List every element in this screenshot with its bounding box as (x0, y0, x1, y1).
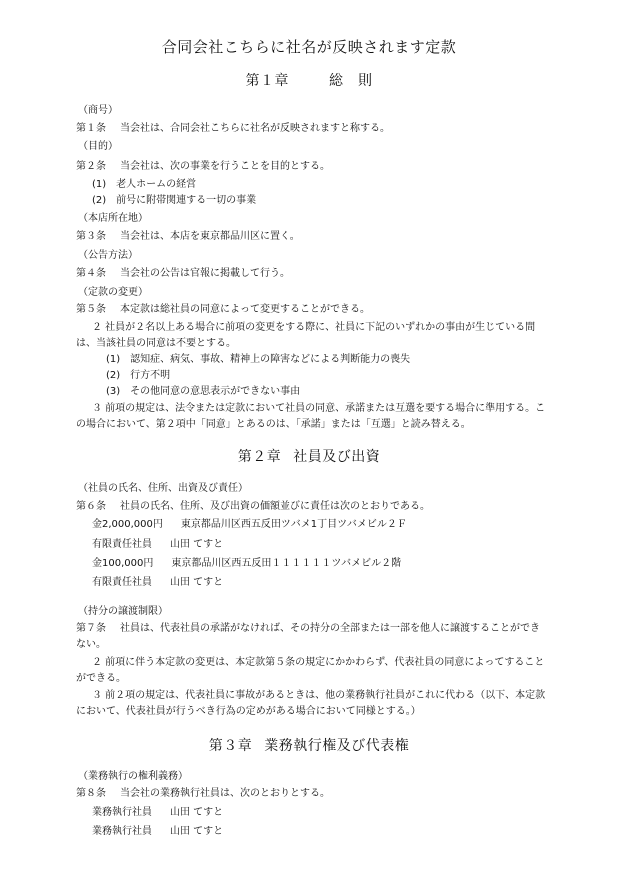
list-item: (1) 認知症、病気、事故、精神上の障害などによる判断能力の喪失 (106, 354, 411, 365)
article-number: 第５条 (76, 304, 106, 315)
article-text: 社員の氏名、住所、及び出資の価額並びに責任は次のとおりである。 (120, 501, 430, 512)
article-7-paragraph-3: ３ 前２項の規定は、代表社員に事故があるときは、他の業務執行社員がこれに代わる（以下、本定款において、代表社員が行うべき行為の定めがある場合において同様とする。） (76, 690, 546, 717)
member-address: 東京都品川区西五反田ツバメ1丁目ツバメビル２Ｆ (180, 519, 407, 530)
section-heading: （業務執行の権利義務） (78, 771, 188, 782)
document-title: 合同会社こちらに社名が反映されます定款 (161, 38, 457, 56)
section-heading: （持分の譲渡制限） (78, 606, 168, 617)
section-heading: （本店所在地） (78, 213, 148, 224)
article-5 (76, 303, 370, 317)
article-7-paragraph-2: ２ 前項に伴う本定款の変更は、本定款第５条の規定にかかわらず、代表社員の同意によってすることができる。 (76, 657, 545, 684)
article-text: 当会社の公告は官報に掲載して行う。 (120, 268, 290, 279)
section-heading: （定款の変更） (78, 287, 148, 298)
executive-row (92, 825, 223, 839)
executive-role: 業務執行社員 (92, 807, 152, 818)
member-name: 山田 てすと (170, 577, 224, 588)
article-7 (76, 621, 546, 653)
list-item: (1) 老人ホームの経営 (92, 179, 197, 190)
member-contribution (92, 518, 407, 532)
executive-row (92, 806, 223, 820)
section-heading: （目的） (78, 141, 118, 152)
member-role-label: 有限責任社員 (92, 577, 152, 588)
member-name: 山田 てすと (170, 539, 224, 550)
member-role-label: 有限責任社員 (92, 539, 152, 550)
section-heading: （社員の氏名、住所、出資及び責任） (78, 483, 248, 494)
chapter-number: 第１章 (245, 73, 289, 89)
chapter-1-heading (0, 70, 618, 90)
article-2 (76, 160, 330, 174)
article-number: 第７条 (76, 623, 106, 634)
member-contribution (92, 557, 401, 571)
member-role (92, 538, 223, 552)
chapter-name: 総 則 (329, 73, 373, 89)
section-heading: （商号） (78, 105, 118, 116)
chapter-2-heading (0, 446, 618, 466)
list-item: (3) その他同意の意思表示ができない事由 (106, 386, 301, 397)
list-item: (2) 行方不明 (106, 370, 171, 381)
executive-role: 業務執行社員 (92, 826, 152, 837)
article-8 (76, 787, 330, 801)
member-address: 東京都品川区西五反田１１１１１１ツバメビル２階 (171, 558, 402, 569)
article-1 (76, 122, 390, 136)
chapter-number: 第３章 (208, 738, 253, 754)
chapter-number: 第２章 (237, 449, 282, 465)
article-3 (76, 230, 300, 244)
article-number: 第４条 (76, 268, 106, 279)
article-text: 当会社は、本店を東京都品川区に置く。 (120, 231, 300, 242)
section-heading: （公告方法） (78, 250, 138, 261)
article-number: 第１条 (76, 123, 106, 134)
article-text: 当会社は、次の事業を行うことを目的とする。 (120, 161, 330, 172)
executive-name: 山田 てすと (170, 826, 224, 837)
article-number: 第６条 (76, 501, 106, 512)
article-text: 本定款は総社員の同意によって変更することができる。 (120, 304, 370, 315)
article-6 (76, 500, 430, 514)
contribution-amount: 金2,000,000円 (92, 519, 163, 530)
member-role (92, 576, 223, 590)
article-5-paragraph-2: ２ 社員が２名以上ある場合に前項の変更をする際に、社員に下記のいずれかの事由が生じている間は、当該社員の同意は不要とする。 (76, 322, 536, 349)
article-5-paragraph-3: ３ 前項の規定は、法令または定款において社員の同意、承諾または互選を要する場合に準用する。この場合において、第２項中「同意」とあるのは、「承諾」または「互選」と読み替える。 (76, 403, 546, 430)
chapter-name: 業務執行権及び代表権 (264, 738, 410, 754)
article-number: 第３条 (76, 231, 106, 242)
chapter-3-heading (0, 735, 618, 755)
article-4 (76, 267, 290, 281)
chapter-name: 社員及び出資 (293, 449, 381, 465)
article-number: 第８条 (76, 788, 106, 799)
article-text: 社員は、代表社員の承諾がなければ、その持分の全部または一部を他人に譲渡することができない。 (76, 623, 540, 650)
article-text: 当会社の業務執行社員は、次のとおりとする。 (120, 788, 330, 799)
article-text: 当会社は、合同会社こちらに社名が反映されますと称する。 (120, 123, 390, 134)
article-number: 第２条 (76, 161, 106, 172)
executive-name: 山田 てすと (170, 807, 224, 818)
contribution-amount: 金100,000円 (92, 558, 154, 569)
list-item: (2) 前号に附帯関連する一切の事業 (92, 195, 257, 206)
